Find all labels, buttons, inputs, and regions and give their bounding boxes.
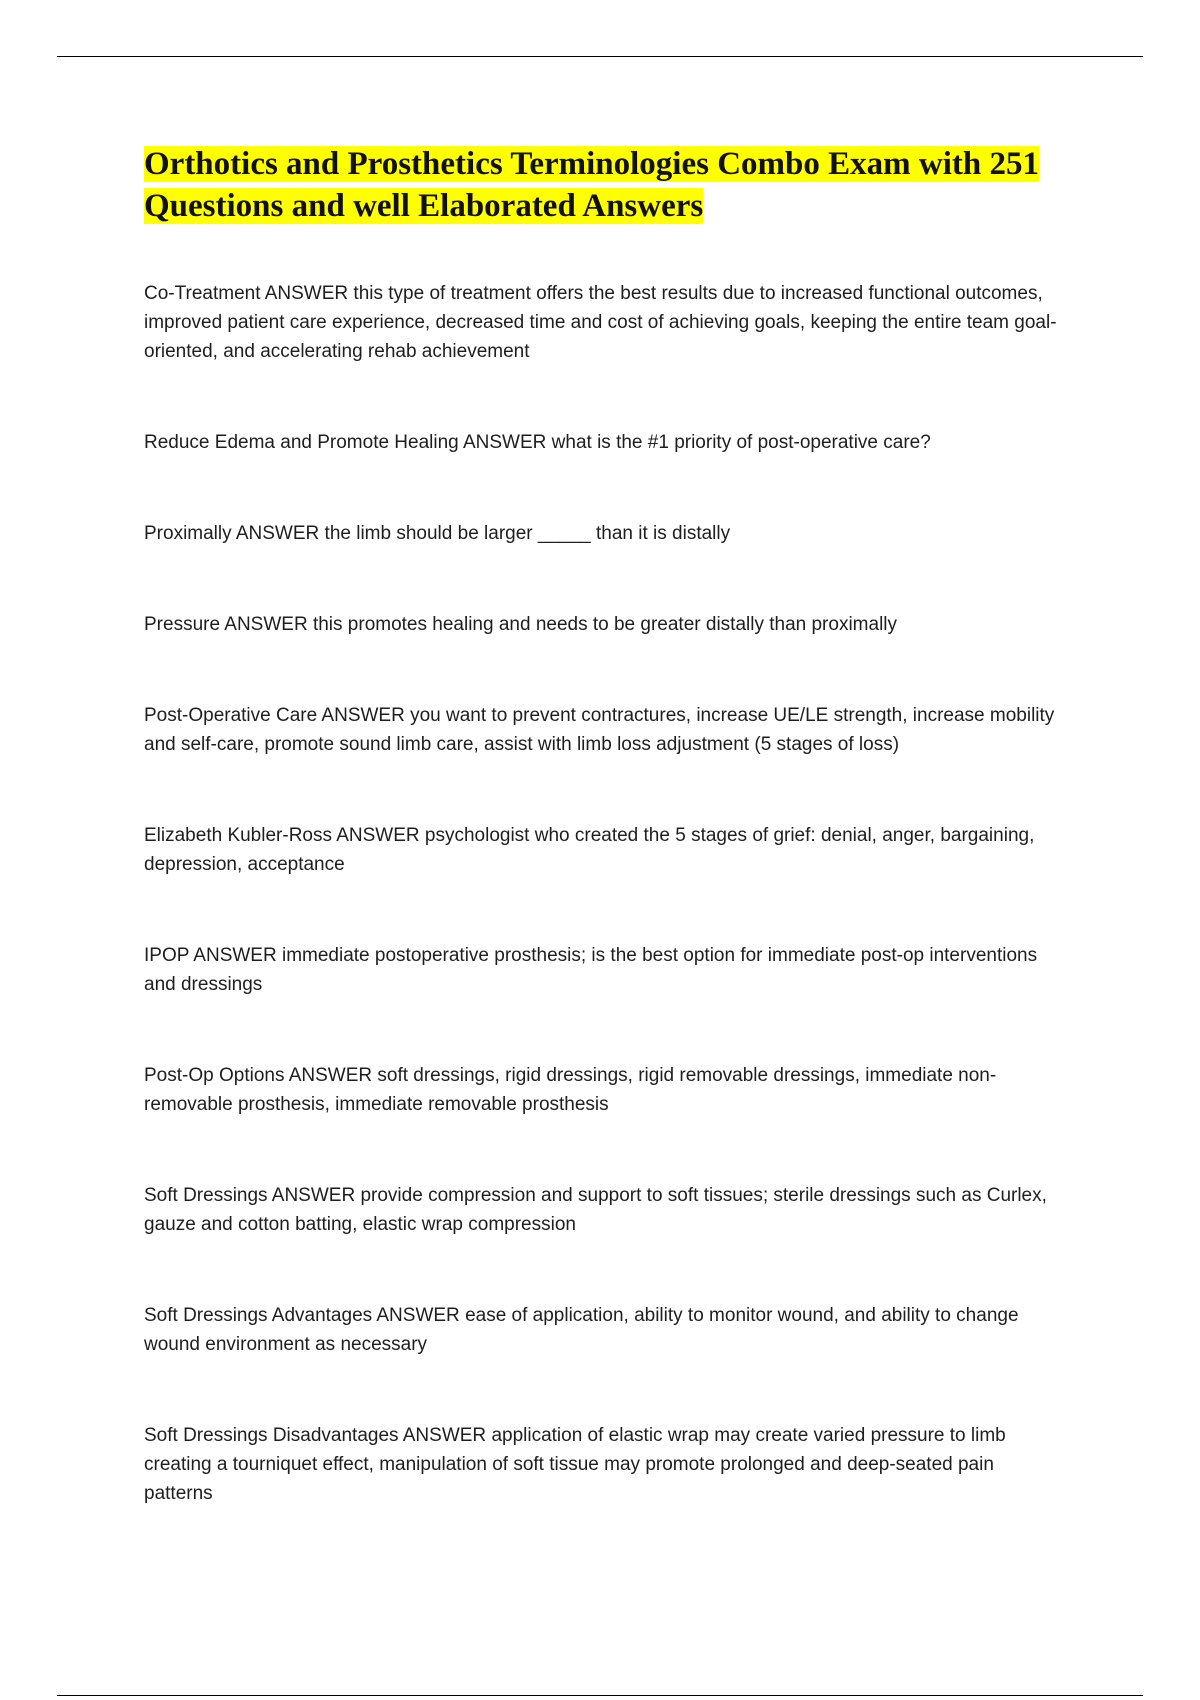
qa-answer: application of elastic wrap may create varied pressure to limb creating a tourniquet effect, manipulation of soft tissue may promote prolonged and deep-seated pain patterns — [144, 1425, 1006, 1504]
qa-entry — [144, 941, 1064, 999]
qa-entry — [144, 279, 1064, 366]
qa-term: Pressure — [144, 614, 221, 635]
qa-term: Elizabeth Kubler-Ross — [144, 825, 332, 846]
qa-answer: what is the #1 priority of post-operative care? — [551, 432, 931, 453]
qa-answer: you want to prevent contractures, increase UE/LE strength, increase mobility and self-care, promote sound limb care, assist with limb loss adjustment (5 stages of loss) — [144, 705, 1055, 755]
qa-term: Post-Operative Care — [144, 705, 318, 726]
qa-term: Proximally — [144, 523, 232, 544]
qa-answer-label: ANSWER — [264, 283, 349, 304]
header-rule — [57, 56, 1143, 57]
qa-answer: psychologist who created the 5 stages of grief: denial, anger, bargaining, depression, acceptance — [144, 825, 1035, 875]
qa-entry — [144, 519, 1064, 548]
qa-answer: soft dressings, rigid dressings, rigid removable dressings, immediate non-removable prosthesis, immediate removable prosthesis — [144, 1065, 997, 1115]
qa-answer-label: ANSWER — [224, 614, 308, 635]
qa-answer: immediate postoperative prosthesis; is the best option for immediate post-op interventions and dressings — [144, 945, 1038, 995]
qa-answer: provide compression and support to soft tissues; sterile dressings such as Curlex, gauze and cotton batting, elastic wrap compression — [144, 1185, 1047, 1235]
qa-answer-label: ANSWER — [235, 523, 320, 544]
qa-term: Reduce Edema and Promote Healing — [144, 432, 459, 453]
qa-term: Soft Dressings Disadvantages — [144, 1425, 399, 1446]
qa-term: Co-Treatment — [144, 283, 261, 304]
qa-entry — [144, 821, 1064, 879]
qa-answer: the limb should be larger _____ than it is distally — [324, 523, 731, 544]
qa-entry — [144, 1061, 1064, 1119]
qa-entry — [144, 701, 1064, 759]
qa-answer: this promotes healing and needs to be greater distally than proximally — [312, 614, 898, 635]
qa-term: Post-Op Options — [144, 1065, 285, 1086]
qa-term: IPOP — [144, 945, 190, 966]
title-highlight: Orthotics and Prosthetics Terminologies Combo Exam with 251 Questions and well Elaborated Answers — [144, 146, 1039, 224]
qa-answer: ease of application, ability to monitor wound, and ability to change wound environment as necessary — [144, 1305, 1019, 1355]
qa-entry — [144, 428, 1064, 457]
qa-list — [144, 279, 1064, 1508]
qa-answer-label: ANSWER — [376, 1305, 460, 1326]
qa-answer-label: ANSWER — [321, 705, 405, 726]
qa-term: Soft Dressings — [144, 1185, 268, 1206]
document-title — [144, 143, 1064, 227]
qa-answer: this type of treatment offers the best results due to increased functional outcomes, improved patient care experience, decreased time and cost of achieving goals, keeping the entire team goal-oriented, and accelerating rehab achievement — [144, 283, 1057, 362]
qa-entry — [144, 1421, 1064, 1508]
document-body — [144, 143, 1064, 1570]
qa-entry — [144, 610, 1064, 639]
qa-answer-label: ANSWER — [193, 945, 277, 966]
qa-term: Soft Dressings Advantages — [144, 1305, 373, 1326]
qa-answer-label: ANSWER — [271, 1185, 356, 1206]
qa-answer-label: ANSWER — [462, 432, 547, 453]
footer-rule — [57, 1695, 1143, 1696]
qa-answer-label: ANSWER — [336, 825, 420, 846]
qa-entry — [144, 1181, 1064, 1239]
qa-answer-label: ANSWER — [288, 1065, 373, 1086]
qa-entry — [144, 1301, 1064, 1359]
qa-answer-label: ANSWER — [402, 1425, 487, 1446]
